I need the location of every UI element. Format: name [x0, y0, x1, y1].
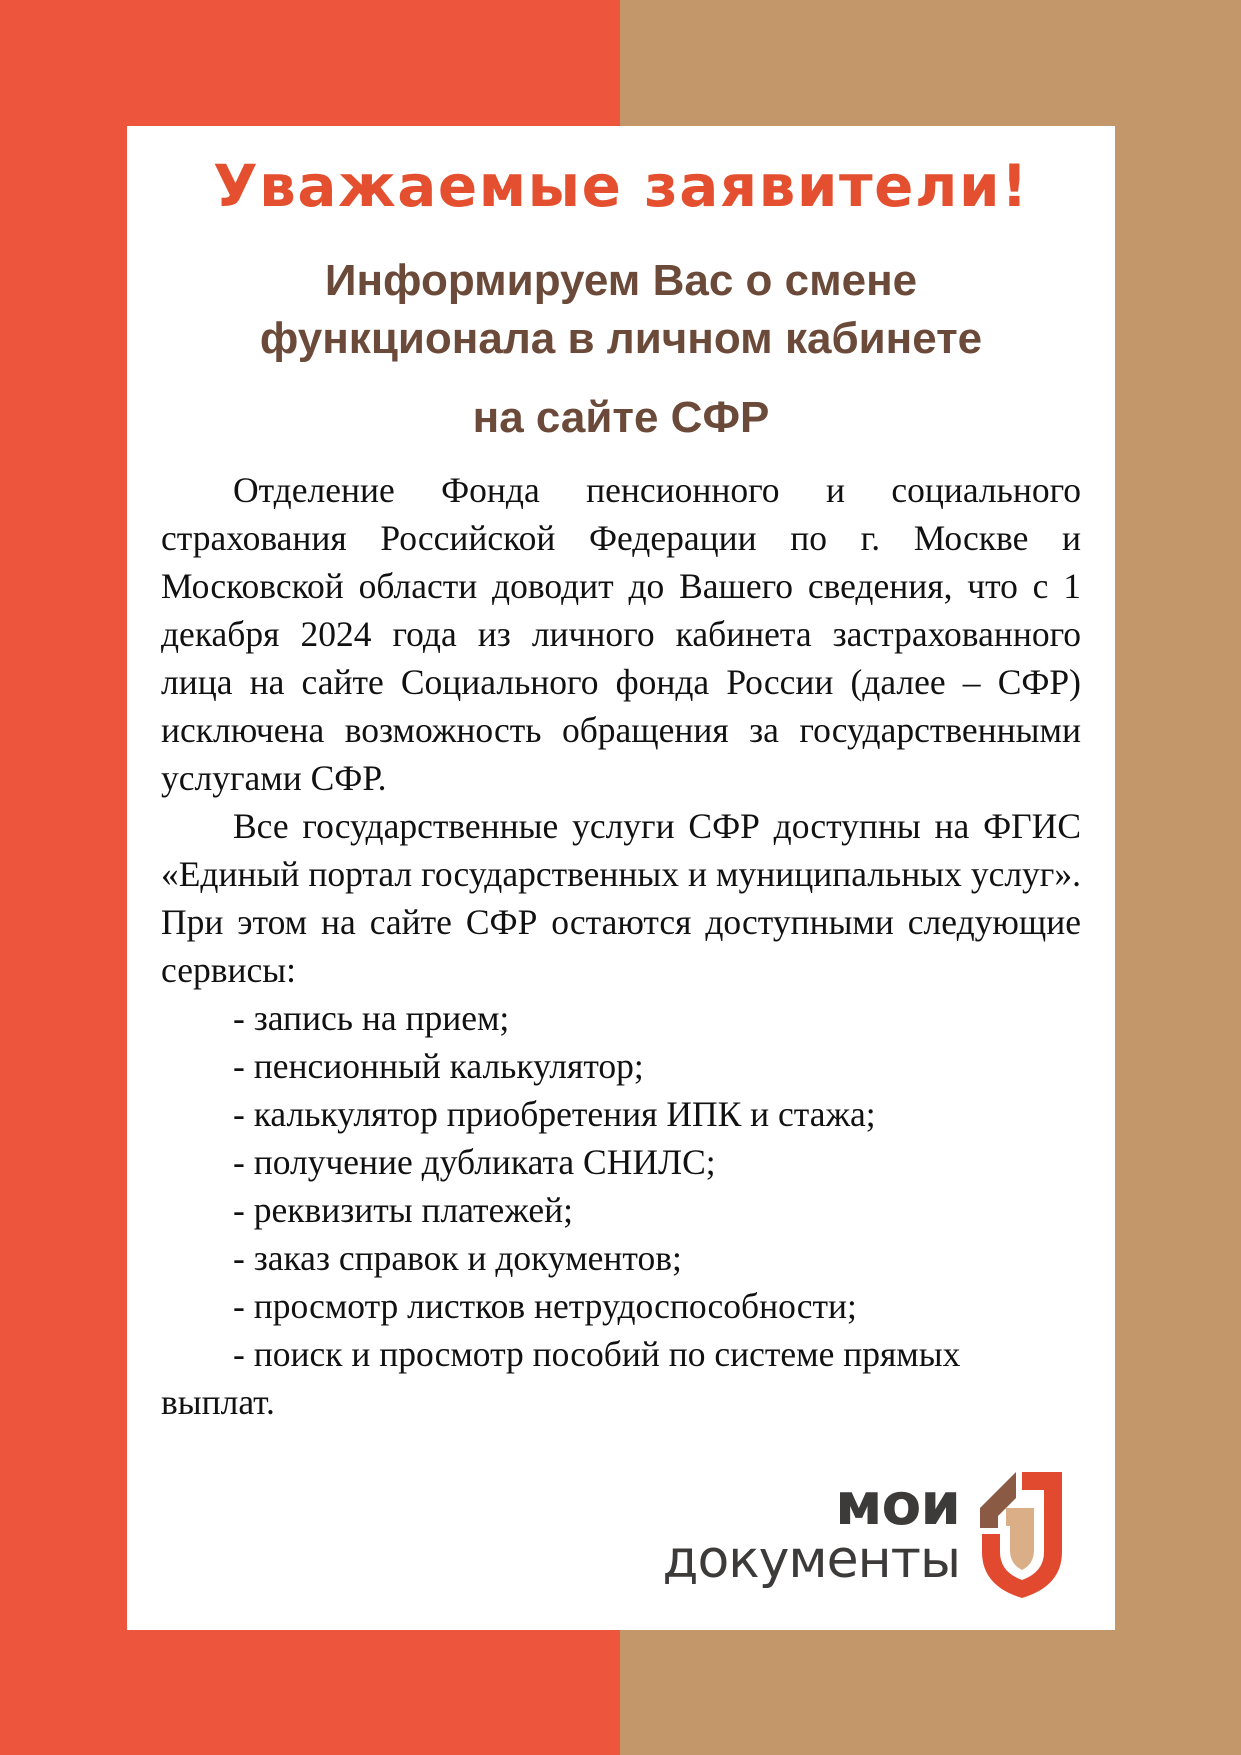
moi-dokumenty-logo [652, 1468, 1070, 1600]
list-item: - запись на прием; [233, 998, 510, 1038]
notice-paragraph: Все государственные услуги СФР доступны на ФГИС «Единый портал государственных и муниципальных услуг». При этом на сайте СФР остаются доступными следующие сервисы: [161, 806, 1081, 990]
notice-body [161, 466, 1081, 1426]
notice-subheading-line2: функционала в личном кабинете [259, 314, 983, 363]
notice-subheading-line1: Информируем Вас о смене [324, 256, 918, 305]
logo-text-line2: документы [662, 1530, 960, 1590]
list-item: - калькулятор приобретения ИПК и стажа; [233, 1094, 876, 1134]
list-item: - заказ справок и документов; [233, 1238, 682, 1278]
notice-subheading-line3: на сайте СФР [472, 393, 770, 442]
list-item: - просмотр листков нетрудоспособности; [233, 1286, 857, 1326]
services-list [161, 994, 1081, 1426]
logo-text-line1: мои [835, 1470, 960, 1538]
list-item: - пенсионный калькулятор; [233, 1046, 644, 1086]
notice-card [127, 126, 1115, 1630]
list-item: - реквизиты платежей; [233, 1190, 573, 1230]
list-item: - получение дубликата СНИЛС; [233, 1142, 716, 1182]
notice-paragraph: Отделение Фонда пенсионного и социального страхования Российской Федерации по г. Москве и Московской области доводит до Вашего сведения, что с 1 декабря 2024 года из личного кабинета застрахованного лица на сайте Социального фонда России (далее – СФР) исключена возможность обращения за государственными услугами СФР. [161, 470, 1081, 798]
moi-dokumenty-logo-icon [976, 1468, 1066, 1600]
list-item: - поиск и просмотр пособий по системе прямых выплат. [161, 1334, 961, 1422]
notice-headline: Уважаемые заявители! [212, 152, 1030, 220]
